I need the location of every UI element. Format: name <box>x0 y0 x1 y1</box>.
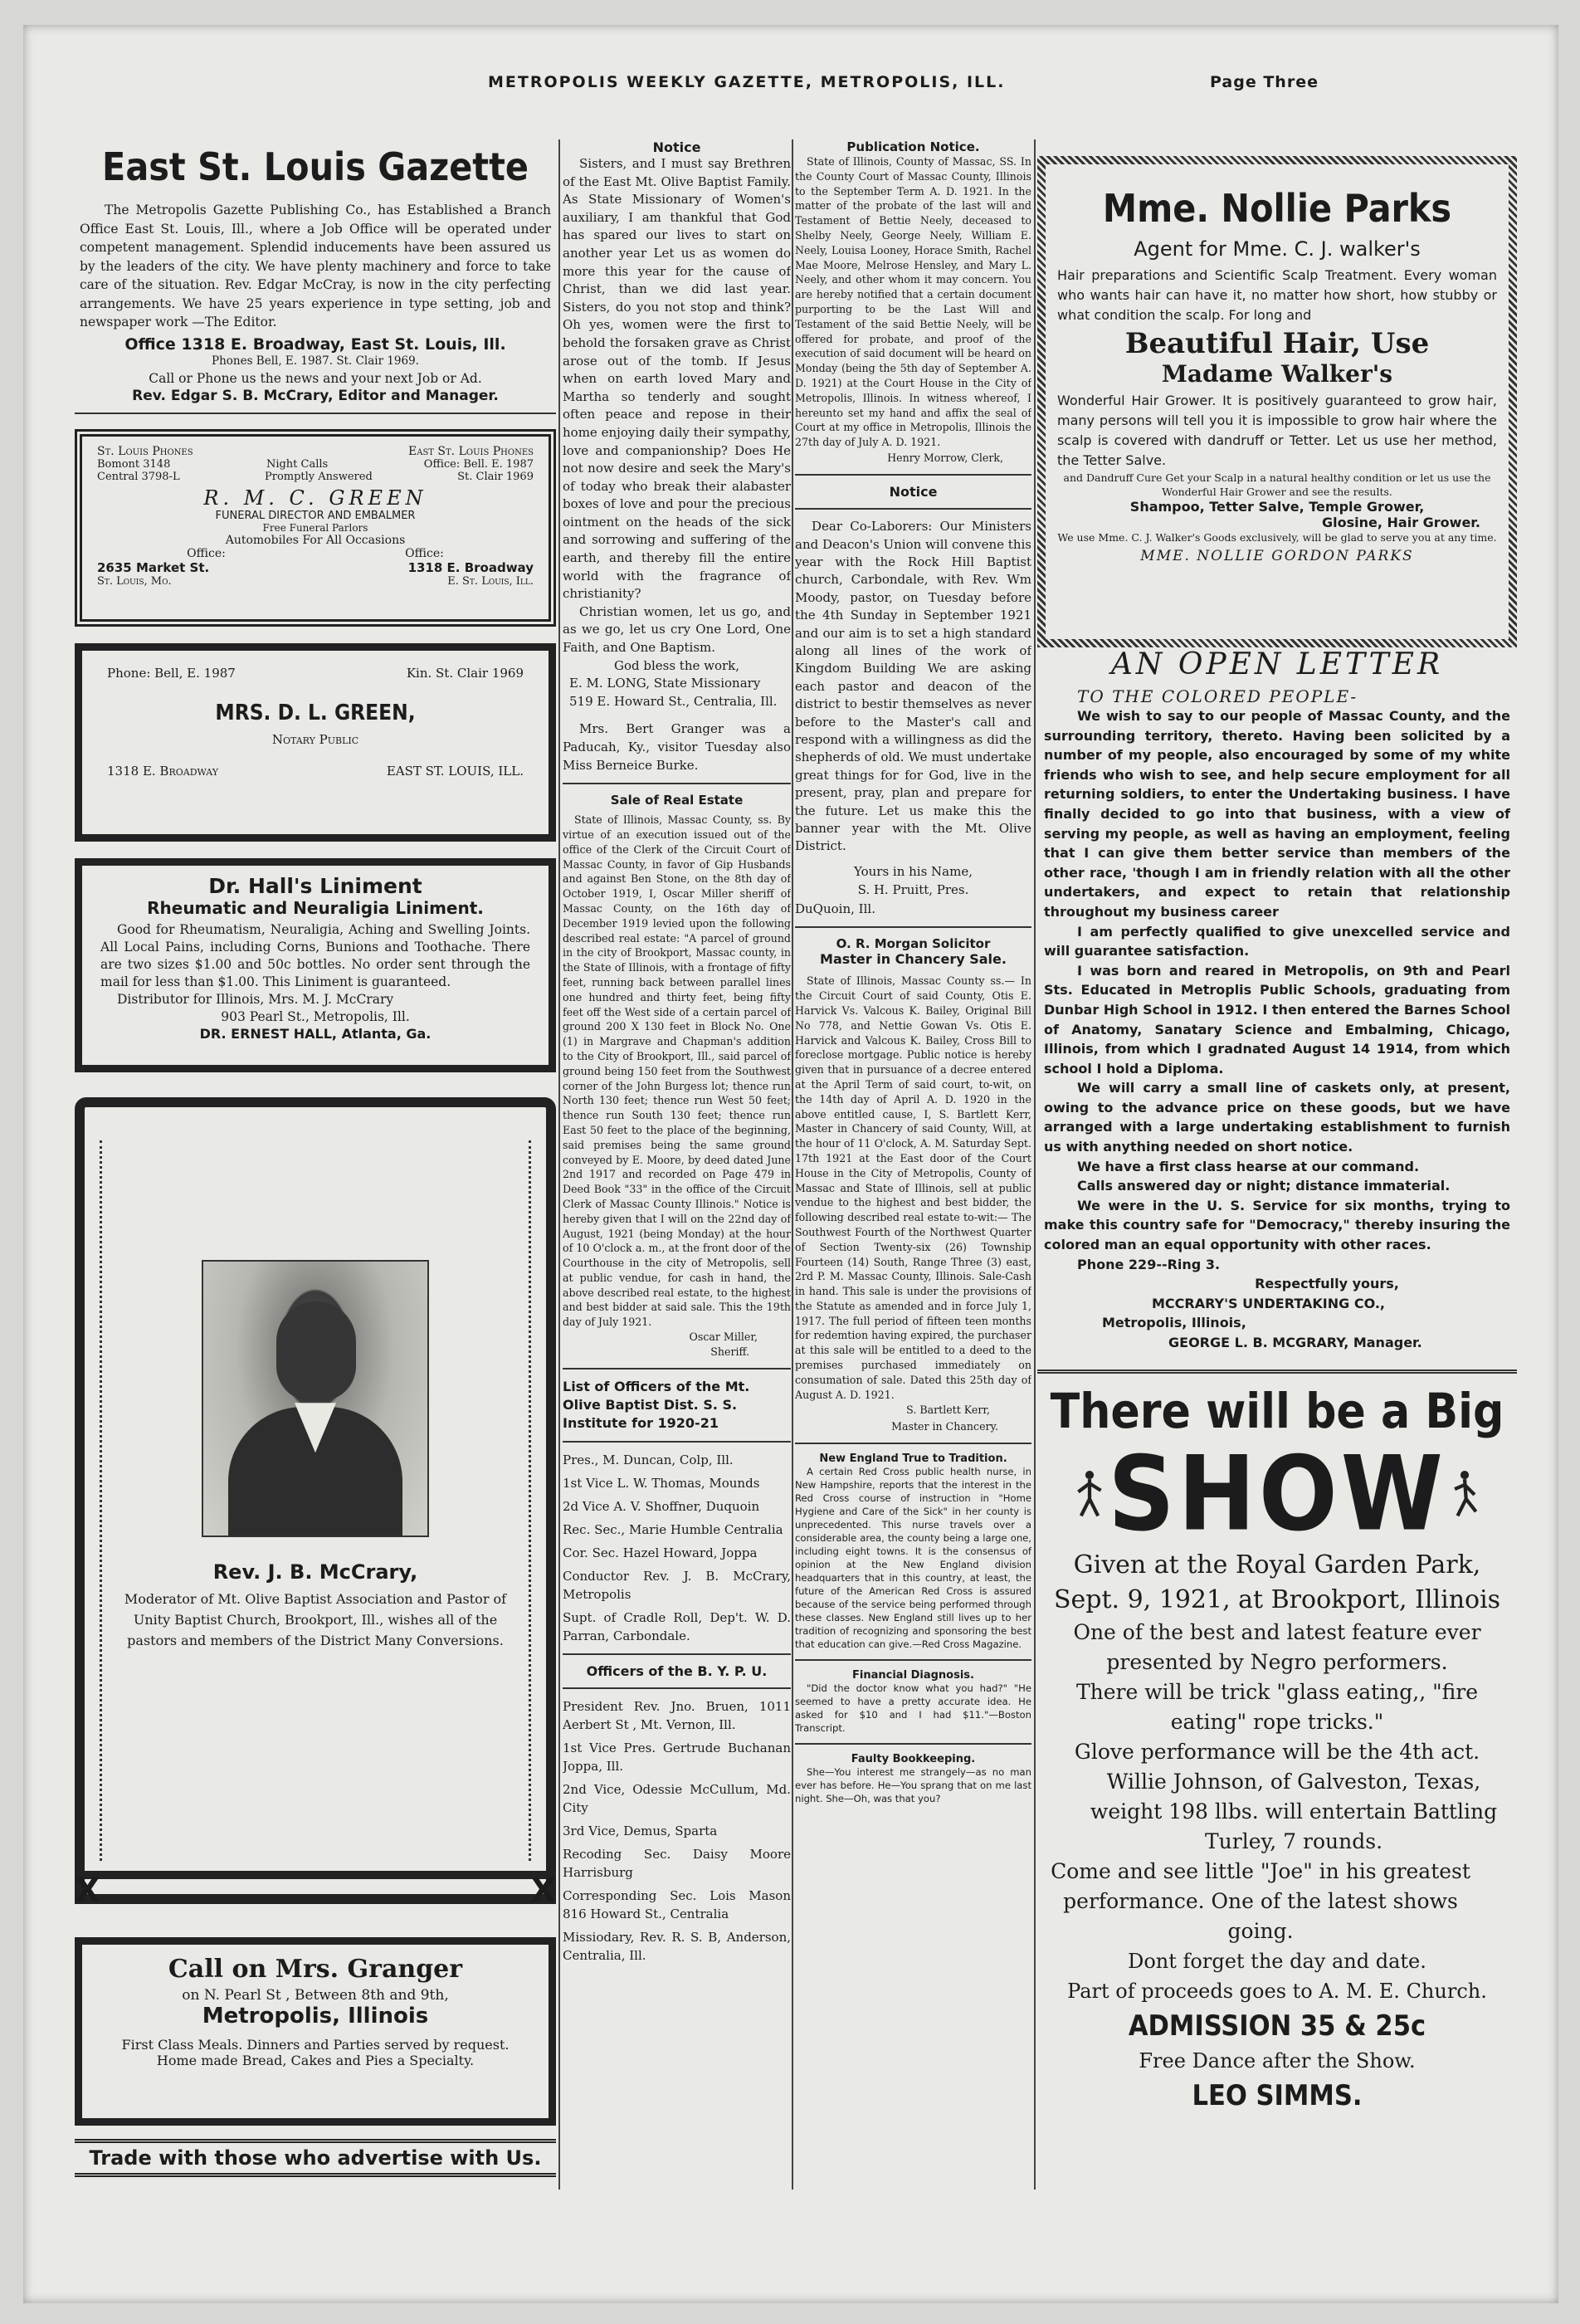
bypu-entry: Corresponding Sec. Lois Mason 816 Howard St., Centralia <box>563 1887 791 1921</box>
notice-bless: God bless the work, <box>613 657 740 673</box>
show-line-8: Dont forget the day and date. <box>1128 1950 1426 1974</box>
gazette-ad <box>75 144 556 404</box>
green-office-bell: Office: Bell. E. 1987 <box>423 458 534 471</box>
column-rule <box>792 139 793 2190</box>
letter-p7: We were in the U. S. Service for six months, trying to make this country safe for "Democracy," thereby insuring the colored man an equal opportunity with other races. <box>1044 1197 1510 1253</box>
bypu-heading: Officers of the B. Y. P. U. <box>586 1662 768 1679</box>
x-mark-right: X <box>530 1872 556 1911</box>
dancer-right-icon <box>1451 1469 1479 1519</box>
sale-sig-2: Sheriff. <box>710 1345 749 1358</box>
green-st-clair: St. Clair 1969 <box>457 471 534 484</box>
green-night-calls: Night Calls <box>266 458 329 471</box>
green-name: R. M. C. GREEN <box>203 486 427 510</box>
column-1 <box>75 139 556 2214</box>
hall-distributor: Distributor for Illinois, Mrs. M. J. McCrary <box>117 992 394 1008</box>
granger-city: Metropolis, Illinois <box>202 2004 429 2029</box>
officer-entry: Cor. Sec. Hazel Howard, Joppa <box>563 1545 758 1560</box>
parks-body-4: We use Mme. C. J. Walker's Goods exclusively, will be glad to serve you at any time. <box>1057 531 1497 544</box>
mrs-green-title: Notary Public <box>271 732 359 748</box>
fin-text: "Did the doctor know what you had?" "He seemed to have a pretty accurate idea. He asked for $10 and I had $11."—Boston Transcript. <box>795 1682 1031 1734</box>
parks-body-1: Hair preparations and Scientific Scalp Treatment. Every woman who wants hair can have it, no matter how short, how stubby or what condition the scalp. For long and <box>1057 267 1497 323</box>
dancer-left-icon <box>1075 1469 1104 1519</box>
notice-sig-1: E. M. LONG, State Missionary <box>569 676 761 691</box>
show-line-7: Come and see little "Joe" in his greatest performance. One of the latest shows going. <box>1051 1859 1470 1944</box>
green-office-left: Office: <box>187 547 226 561</box>
x-mark-left: X <box>75 1872 100 1911</box>
granger-bread: Home made Bread, Cakes and Pies a Specialty. <box>156 2053 475 2069</box>
green-addr-left: 2635 Market St. <box>97 560 210 576</box>
newspaper-page <box>23 25 1558 2303</box>
parks-signature: MME. NOLLIE GORDON PARKS <box>1140 548 1414 564</box>
notice-2-sig-1: S. H. Pruitt, Pres. <box>857 882 969 898</box>
green-funeral-ad <box>75 429 556 627</box>
green-addr-right: 1318 E. Broadway <box>407 560 534 576</box>
open-letter <box>1037 647 1517 1353</box>
parks-body-2: Wonderful Hair Grower. It is positively guaranteed to grow hair, many persons will tell you it is impossible to grow hair where the scalp is covered with dandruff or Tetter. Let us use her method, the Tetter Salve. <box>1057 393 1497 468</box>
officer-entry: Conductor Rev. J. B. McCrary, Metropolis <box>563 1568 791 1602</box>
letter-p4: We will carry a small line of caskets only, at present, owing to the advance price on these goods, but we have arranged with a large undertaking establishment to furnish us with anything needed on short notice. <box>1044 1080 1510 1155</box>
mrs-green-phone: Phone: Bell, E. 1987 <box>107 666 236 681</box>
open-letter-title: AN OPEN LETTER <box>1110 647 1444 681</box>
bypu-entry: 2nd Vice, Odessie McCullum, Md. City <box>563 1781 791 1815</box>
notice-2-text: Dear Co-Laborers: Our Ministers and Deacon's Union will convene this year with the Rock Hill Baptist church, Carbondale, with Rev. Wm Moody, pastor, on Tuesday before the 4th Sunday in September 1921 and our aim is to set a high standard along all lines of the work of Kingdom Building We are asking each pastor and deacon of the district to bestir themselves as never before to the Master's call and respond with a willingness as did the shepherds of old. We must undertake great things for for God, live in the present, pray, plan and prepare for the future. Let us make this the banner year with the Mt. Olive District. <box>795 519 1031 854</box>
gazette-title: East St. Louis Gazette <box>102 144 529 189</box>
faulty-heading: Faulty Bookkeeping. <box>851 1752 976 1765</box>
notice-2-yours: Yours in his Name, <box>853 863 973 879</box>
show-line-5: Glove performance will be the 4th act. <box>1074 1740 1480 1765</box>
mrs-green-kin: Kin. St. Clair 1969 <box>406 666 524 681</box>
granger-ad <box>75 1937 556 2126</box>
master-sig-2: Master in Chancery. <box>891 1419 998 1433</box>
green-answered: Promptly Answered <box>264 471 373 484</box>
sale-heading: Sale of Real Estate <box>610 793 744 808</box>
hall-liniment-ad <box>75 858 556 1072</box>
notice-2-heading: Notice <box>889 484 938 500</box>
green-parlors: Free Funeral Parlors <box>262 522 368 535</box>
parks-beautiful: Beautiful Hair, Use <box>1124 327 1430 360</box>
open-letter-to: TO THE COLORED PEOPLE- <box>1077 686 1358 706</box>
bypu-entry: Missiodary, Rev. R. S. B, Anderson, Centralia, Ill. <box>563 1929 791 1963</box>
mccrary-body: Moderator of Mt. Olive Baptist Association and Pastor of Unity Baptist Church, Brookport, Ill., wishes all of the pastors and members of the District Many Conversions. <box>124 1591 507 1649</box>
granger-address: on N. Pearl St , Between 8th and 9th, <box>182 1987 449 2004</box>
officers-list <box>563 1451 791 1645</box>
master-heading-1: O. R. Morgan Solicitor <box>836 936 991 952</box>
green-office-right: Office: <box>405 547 444 561</box>
officer-entry: Pres., M. Duncan, Colp, Ill. <box>563 1452 734 1467</box>
publication-heading: Publication Notice. <box>846 139 980 154</box>
show-word: SHOW <box>1108 1434 1446 1555</box>
bypu-entry: 1st Vice Pres. Gertrude Buchanan Joppa, Ill. <box>563 1740 791 1774</box>
trade-slogan: Trade with those who advertise with Us. <box>75 2139 556 2177</box>
letter-city: Metropolis, Illinois, <box>1102 1315 1246 1331</box>
gazette-call: Call or Phone us the news and your next Job or Ad. <box>149 370 482 386</box>
officer-entry: Rec. Sec., Marie Humble Centralia <box>563 1521 783 1537</box>
page-number: Page Three <box>1210 73 1319 91</box>
green-city-right: E. St. Louis, Ill. <box>447 575 534 588</box>
green-title: FUNERAL DIRECTOR AND EMBALMER <box>215 510 416 523</box>
masthead: METROPOLIS WEEKLY GAZETTE, METROPOLIS, ILL. <box>488 73 1006 91</box>
column-3 <box>795 139 1031 2190</box>
parks-products-1: Shampoo, Tetter Salve, Temple Grower, <box>1129 499 1425 515</box>
column-4 <box>1037 139 1517 2214</box>
gazette-body: The Metropolis Gazette Publishing Co., has Established a Branch Office East St. Louis, Ill., where a Job Office will be operated under competent management. Splendid inducements have been assured us by the leaders of the city. We have plenty machinery and force to take care of the situation. Rev. Edgar McCray, is now in the city perfecting arrangements. We have 25 years experience in type setting, job and newspaper work —The Editor. <box>80 203 551 330</box>
letter-p2: I am perfectly qualified to give unexcelled service and will guarantee satisfaction. <box>1044 923 1510 959</box>
letter-manager: GEORGE L. B. MCGRARY, Manager. <box>1168 1335 1422 1350</box>
letter-resp: Respectfully yours, <box>1255 1276 1399 1292</box>
show-signature: LEO SIMMS. <box>1192 2079 1363 2113</box>
publication-sig: Henry Morrow, Clerk, <box>887 451 1003 464</box>
granger-visit-note: Mrs. Bert Granger was a Paducah, Ky., visitor Tuesday also Miss Berneice Burke. <box>563 721 791 773</box>
granger-meals: First Class Meals. Dinners and Parties served by request. <box>121 2037 510 2053</box>
gazette-office: Office 1318 E. Broadway, East St. Louis, Ill. <box>124 334 506 354</box>
letter-p6: Calls answered day or night; distance immaterial. <box>1077 1178 1451 1194</box>
show-line-3: One of the best and latest feature ever presented by Negro performers. <box>1073 1620 1481 1675</box>
parks-title: Mme. Nollie Parks <box>1102 186 1452 231</box>
show-admission: ADMISSION 35 & 25c <box>1128 2009 1426 2043</box>
notice-heading: Notice <box>652 139 701 155</box>
green-central: Central 3798-L <box>97 471 180 484</box>
hall-signature: DR. ERNEST HALL, Atlanta, Ga. <box>199 1026 432 1042</box>
hall-title: Dr. Hall's Liniment <box>208 874 422 899</box>
parks-madame: Madame Walker's <box>1161 360 1393 388</box>
show-line-6: Willie Johnson, of Galveston, Texas, weight 198 llbs. will entertain Battling Turley, 7 rounds. <box>1090 1770 1498 1854</box>
column-rule <box>558 139 560 2190</box>
gazette-editor: Rev. Edgar S. B. McCrary, Editor and Manager. <box>132 388 499 405</box>
officer-entry: 2d Vice A. V. Shoffner, Duquoin <box>563 1498 760 1514</box>
green-city-left: St. Louis, Mo. <box>97 575 172 588</box>
show-ad <box>1037 1370 1517 2125</box>
parks-products-2: Glosine, Hair Grower. <box>1322 515 1480 530</box>
mrs-green-addr: 1318 E. Broadway <box>107 764 219 779</box>
faulty-text: She—You interest me strangely—as no man ever has before. He—You sprang that on me last night. She—Oh, was that you? <box>795 1765 1031 1804</box>
show-line-1: There will be a Big <box>1050 1382 1504 1439</box>
parks-ad <box>1037 156 1517 647</box>
notice-text: Sisters, and I must say Brethren of the East Mt. Olive Baptist Family. As State Missionary of Women's auxiliary, I am thankful that God has spared our lives to start on another year Let us as women do more this year for the cause of Christ, than we did last year. Sisters, do you not stop and think? Oh yes, women were the first to behold the forsaken grave as Christ arose out of the tomb. If Jesus when on earth loved Mary and Martha so tenderly and sought often peace and repose in their home enjoying daily their sympathy, love and companionship? Does He not now desire and seek the Mary's of today who break their alabaster boxes of love and pour the precious ointment on the heads of the sick and sorrowing and suffering of the earth, and thereby fill the entire world with the fragrance of christianity? <box>563 156 791 602</box>
sale-text: State of Illinois, Massac County, ss. By virtue of an execution issued out of the office of the Clerk of the Circuit Court of Massac County, in favor of Gip Husbands and against Ben Stone, on the 8th day of October 1919, I, Oscar Miller sheriff of Massac County, on the 16th day of December 1919 levied upon the following described real estate: "A parcel of ground in the city of Brookport, Massac county, in the State of Illinois, with a frontage of fifty feet, running back between parallel lines one hundred and thirty feet, being fifty feet off the West side of a certain parcel of ground 200 X 130 feet in Block No. One (1) in Margrave and Chapman's addition to the City of Brookport, Ill., said parcel of ground being 150 feet from the Southwest corner of the John Burgess lot; thence run North 130 feet; thence run West 50 feet; thence run South 130 feet; thence run East 50 feet to the place of the beginning, said premises being the same ground conveyed by E. Moore, by deed dated June 2nd 1917 and recorded on Page 479 in Deed Book "33" in the office of the Circuit Clerk of Massac County Illinois." Notice is hereby given that I will on the 22nd day of August, 1921 (being Monday) at the hour of 10 O'clock a. m., at the front door of the Courthouse in the city of Metropolis, sell at public vendue, for cash in hand, the above described real estate, to the highest and best bidder at said sale. This the 19th day of July 1921. <box>563 813 791 1329</box>
sale-sig-1: Oscar Miller, <box>689 1330 758 1344</box>
gazette-phones: Phones Bell, E. 1987. St. Clair 1969. <box>212 354 419 368</box>
mrs-green-city: EAST ST. LOUIS, ILL. <box>386 764 524 779</box>
parks-body-3: and Dandruff Cure Get your Scalp in a natural healthy condition or let us use the Wonderful Hair Grower and see the results. <box>1063 471 1491 498</box>
notice-text-2: Christian women, let us go, and as we go, let us cry One Lord, One Faith, and One Baptism. <box>563 603 791 656</box>
mrs-green-name: MRS. D. L. GREEN, <box>215 701 416 726</box>
master-sig-1: S. Bartlett Kerr, <box>906 1404 990 1417</box>
parks-agent: Agent for Mme. C. J. walker's <box>1134 237 1421 261</box>
officer-entry: 1st Vice L. W. Thomas, Mounds <box>563 1475 760 1491</box>
notice-sig-2: 519 E. Howard St., Centralia, Ill. <box>569 693 778 709</box>
officer-entry: Supt. of Cradle Roll, Dep't. W. D. Parran, Carbondale. <box>563 1609 791 1643</box>
hall-address: 903 Pearl St., Metropolis, Ill. <box>221 1009 410 1025</box>
publication-text: State of Illinois, County of Massac, SS. In the County Court of Massac County, Illinois to the September Term A. D. 1921. In the matter of the probate of the last will and Testament of Bettie Neely, deceased to Shelby Neely, George Neely, William E. Neely, Louisa Looney, Horace Smith, Rachel Mae Moore, Melrose Hensley, and Mary L. Neely, and other whom it may concern. You are hereby notified that a certain document purporting to be the Last Will and Testament of the said Bettie Neely, will be offered for probate, and proof of the execution of said document will be heard on Monday (being the 5th day of September A. D. 1921) at the Court House in the City of Metropolis, Illinois. In witness whereof, I hereunto set my hand and affix the seal of Court at my office in Metropolis, Illinois the 27th day of July A. D. 1921. <box>795 155 1031 449</box>
show-line-4: There will be trick "glass eating,, "fire eating" rope tricks." <box>1075 1680 1479 1735</box>
bypu-entry: President Rev. Jno. Bruen, 1011 Aerbert St , Mt. Vernon, Ill. <box>563 1698 791 1732</box>
hall-body: Good for Rheumatism, Neuraligia, Aching and Swelling Joints. All Local Pains, including Corns, Bunions and Toothache. There are two sizes $1.00 and 50c bottles. No order sent through the mail for less than $1.00. This Liniment is guaranteed. <box>100 922 530 990</box>
letter-p5: We have a first class hearse at our command. <box>1077 1158 1420 1174</box>
mrs-green-ad <box>75 643 556 842</box>
officers-heading: List of Officers of the Mt. Olive Baptist Dist. S. S. Institute for 1920-21 <box>563 1378 750 1431</box>
letter-company: MCCRARY'S UNDERTAKING CO., <box>1152 1295 1385 1311</box>
notice-2-sig-2: DuQuoin, Ill. <box>795 901 875 916</box>
green-phones-right: East St. Louis Phones <box>408 445 534 459</box>
master-heading-2: Master in Chancery Sale. <box>820 951 1007 968</box>
letter-p1: We wish to say to our people of Massac County, and the surrounding territory, thereto. Having been solicited by a number of my people, also encouraged by some of my white friends who wish to see, and help secure employment for all returning soldiers, to enter the Undertaking business. I have finally decided to go into that business, with a view of serving my people, as well as having an employment, feeling that I can give them better service than members of the other race, 'though I am in friendly relation with all the other undertakers, and expect to retain that relationship throughout my business career <box>1044 708 1510 920</box>
column-2 <box>563 139 791 2190</box>
show-line-9: Part of proceeds goes to A. M. E. Church. <box>1067 1980 1487 2004</box>
hall-subtitle: Rheumatic and Neuraligia Liniment. <box>147 898 484 919</box>
master-text: State of Illinois, Massac County ss.— In the Circuit Court of said County, Otis E. Harvick Vs. Valcous K. Bailey, Original Bill No 778, and Nettie Gowan Vs. Otis E. Harvick and Valcous K. Bailey, Cross Bill to foreclose mortgage. Public notice is hereby given that in pursuance of a decree entered at the April Term of said court, to-wit, on the 14th day of April A. D. 1920 in the above entitled cause, I, S. Bartlett Kerr, Master in Chancery of said County, Will, at the hour of 11 O'clock, A. M. Saturday Sept. 17th 1921 at the East door of the Court House in the City of Metropolis, County of Massac and State of Illinois, sell at public vendue to the highest and best bidder, the following described real estate to-wit:— The Southwest Fourth of the Northwest Quarter of Section Twenty-six (26) Township Fourteen (14) South, Range Three (3) east, 2rd P. M. Massac County, Illinois. Sale-Cash in hand. This sale is under the provisions of the Statute as amended and in force July 1, 1917. The full period of fifteen teen months for redemtion having expired, the purchaser at this sale will be entitled to a deed to the premises purchased immediately on consumation of sale. Dated this 25th day of August A. D. 1921. <box>795 974 1031 1401</box>
show-line-2: Given at the Royal Garden Park, Sept. 9, 1921, at Brookport, Illinois <box>1053 1550 1501 1615</box>
bypu-entry: Recoding Sec. Daisy Moore Harrisburg <box>563 1846 791 1880</box>
granger-title: Call on Mrs. Granger <box>168 1955 463 1985</box>
column-rule <box>1034 139 1036 2190</box>
mccrary-name: Rev. J. B. McCrary, <box>212 1560 418 1584</box>
letter-phone: Phone 229--Ring 3. <box>1077 1256 1221 1272</box>
bypu-list <box>563 1697 791 1965</box>
portrait-photo <box>202 1260 429 1537</box>
green-phones-left: St. Louis Phones <box>97 445 193 459</box>
green-bomont: Bomont 3148 <box>97 458 171 471</box>
green-autos: Automobiles For All Occasions <box>225 534 406 548</box>
bypu-entry: 3rd Vice, Demus, Sparta <box>563 1823 718 1838</box>
letter-p3: I was born and reared in Metropolis, on 9th and Pearl Sts. Educated in Metroplis Public Schools, graduating from Dunbar High School in 1912. I then entered the Barnes School of Anatomy, Sanatary Science and Embalming, Chicago, Illinois, from which I gradnated August 14 1914, from which school I hold a Diploma. <box>1044 962 1510 1077</box>
show-dance: Free Dance after the Show. <box>1139 2049 1416 2073</box>
mccrary-portrait-ad <box>75 1097 556 1911</box>
ne-text: A certain Red Cross public health nurse, in New Hampshire, reports that the interest in the Red Cross course of instruction in "Home Hygiene and Care of the Sick" in her county is unprecedented. This nurse travels over a considerable area, the county being a large one, including eight towns. It is the consensus of opinion at the New England division headquarters that in this country, at least, the future of the American Red Cross is assured because of the service being performed through these classes. New England still lives up to her tradition of recognizing and sponsoring the best that education can give.—Red Cross Magazine. <box>795 1465 1031 1650</box>
fin-heading: Financial Diagnosis. <box>852 1668 974 1682</box>
ne-heading: New England True to Tradition. <box>819 1452 1007 1465</box>
